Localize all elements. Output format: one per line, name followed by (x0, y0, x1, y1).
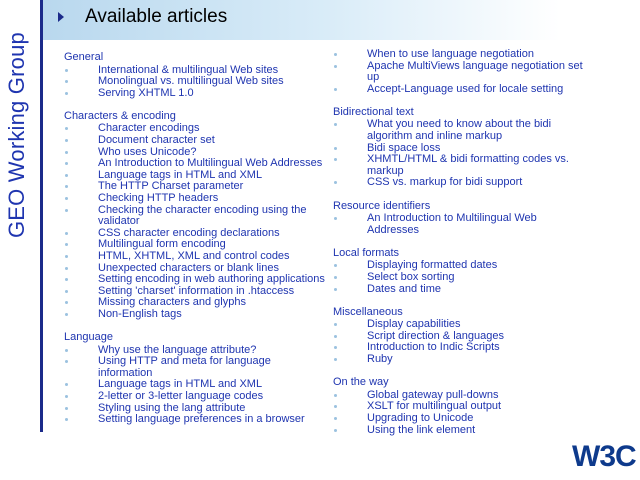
article-link[interactable]: Non-English tags (64, 309, 326, 321)
article-link[interactable]: XHMTL/HTML & bidi formatting codes vs. markup (333, 154, 588, 177)
section-heading: Bidirectional text (333, 105, 414, 118)
article-section (333, 377, 588, 436)
article-link[interactable]: 2-letter or 3-letter language codes (64, 391, 326, 403)
sidebar (0, 0, 43, 432)
article-link[interactable]: Using HTTP and meta for language information (64, 356, 326, 379)
section-heading: General (64, 51, 104, 63)
article-section (64, 111, 326, 321)
article-link[interactable]: When to use language negotiation (333, 49, 588, 61)
article-link[interactable]: HTML, XHTML, XML and control codes (64, 251, 326, 263)
article-link[interactable]: Setting language preferences in a browser (64, 414, 326, 426)
article-link[interactable]: Displaying formatted dates (333, 260, 588, 272)
article-link[interactable]: Using the link element (333, 425, 588, 437)
article-section (333, 307, 588, 366)
section-heading: Language (64, 331, 113, 344)
article-link[interactable]: Serving XHTML 1.0 (64, 88, 326, 100)
right-column (333, 49, 588, 448)
article-link[interactable]: Select box sorting (333, 272, 588, 284)
article-link[interactable]: Setting 'charset' information in .htaccess (64, 286, 326, 298)
article-link[interactable]: Dates and time (333, 284, 588, 296)
article-link[interactable]: Display capabilities (333, 319, 588, 331)
article-link[interactable]: Missing characters and glyphs (64, 297, 326, 309)
article-link[interactable]: Checking HTTP headers (64, 193, 326, 205)
article-link[interactable]: CSS vs. markup for bidi support (333, 177, 588, 189)
article-link[interactable]: Setting encoding in web authoring applications (64, 274, 326, 286)
article-link[interactable]: Unexpected characters or blank lines (64, 263, 326, 275)
section-heading: Miscellaneous (333, 305, 403, 318)
section-heading: Resource identifiers (333, 199, 431, 212)
article-link[interactable]: Checking the character encoding using the validator (64, 205, 326, 228)
section-heading: On the way (333, 376, 389, 389)
title-arrow-icon (58, 12, 64, 22)
article-link[interactable]: Upgrading to Unicode (333, 413, 588, 425)
article-link[interactable]: Language tags in HTML and XML (64, 170, 326, 182)
article-link[interactable]: Bidi space loss (333, 143, 588, 155)
article-link[interactable]: The HTTP Charset parameter (64, 181, 326, 193)
article-link[interactable]: Who uses Unicode? (64, 147, 326, 159)
left-column (64, 52, 326, 437)
article-link[interactable]: Apache MultiViews language negotiation set up (333, 61, 588, 84)
article-link[interactable]: CSS character encoding declarations (64, 228, 326, 240)
sidebar-title: GEO Working Group (4, 32, 29, 238)
article-link[interactable]: Accept-Language used for locale setting (333, 84, 588, 96)
section-heading: Characters & encoding (64, 109, 176, 122)
article-link[interactable]: International & multilingual Web sites (64, 65, 326, 77)
article-section (333, 201, 588, 237)
article-section (333, 49, 588, 95)
article-link[interactable]: An Introduction to Multilingual Web Addresses (333, 213, 588, 236)
article-link[interactable]: Styling using the lang attribute (64, 403, 326, 415)
article-link[interactable]: Introduction to Indic Scripts (333, 342, 588, 354)
section-heading: Local formats (333, 246, 400, 259)
article-section (333, 248, 588, 295)
article-section (64, 52, 326, 99)
page-title: Available articles (85, 6, 228, 27)
article-link[interactable]: Character encodings (64, 123, 326, 135)
article-link[interactable]: Global gateway pull-downs (333, 390, 588, 402)
article-link[interactable]: What you need to know about the bidi algorithm and inline markup (333, 119, 588, 142)
article-link[interactable]: Ruby (333, 354, 588, 366)
article-link[interactable]: Why use the language attribute? (64, 345, 326, 357)
article-link[interactable]: An Introduction to Multilingual Web Addresses (64, 158, 326, 170)
article-link[interactable]: Language tags in HTML and XML (64, 379, 326, 391)
article-link[interactable]: Monolingual vs. multilingual Web sites (64, 76, 326, 88)
article-link[interactable]: Document character set (64, 135, 326, 147)
article-section (333, 107, 588, 189)
article-link[interactable]: XSLT for multilingual output (333, 401, 588, 413)
article-section (64, 332, 326, 426)
w3c-logo: W3C (572, 440, 636, 473)
article-link[interactable]: Script direction & languages (333, 331, 588, 343)
article-link[interactable]: Multilingual form encoding (64, 239, 326, 251)
